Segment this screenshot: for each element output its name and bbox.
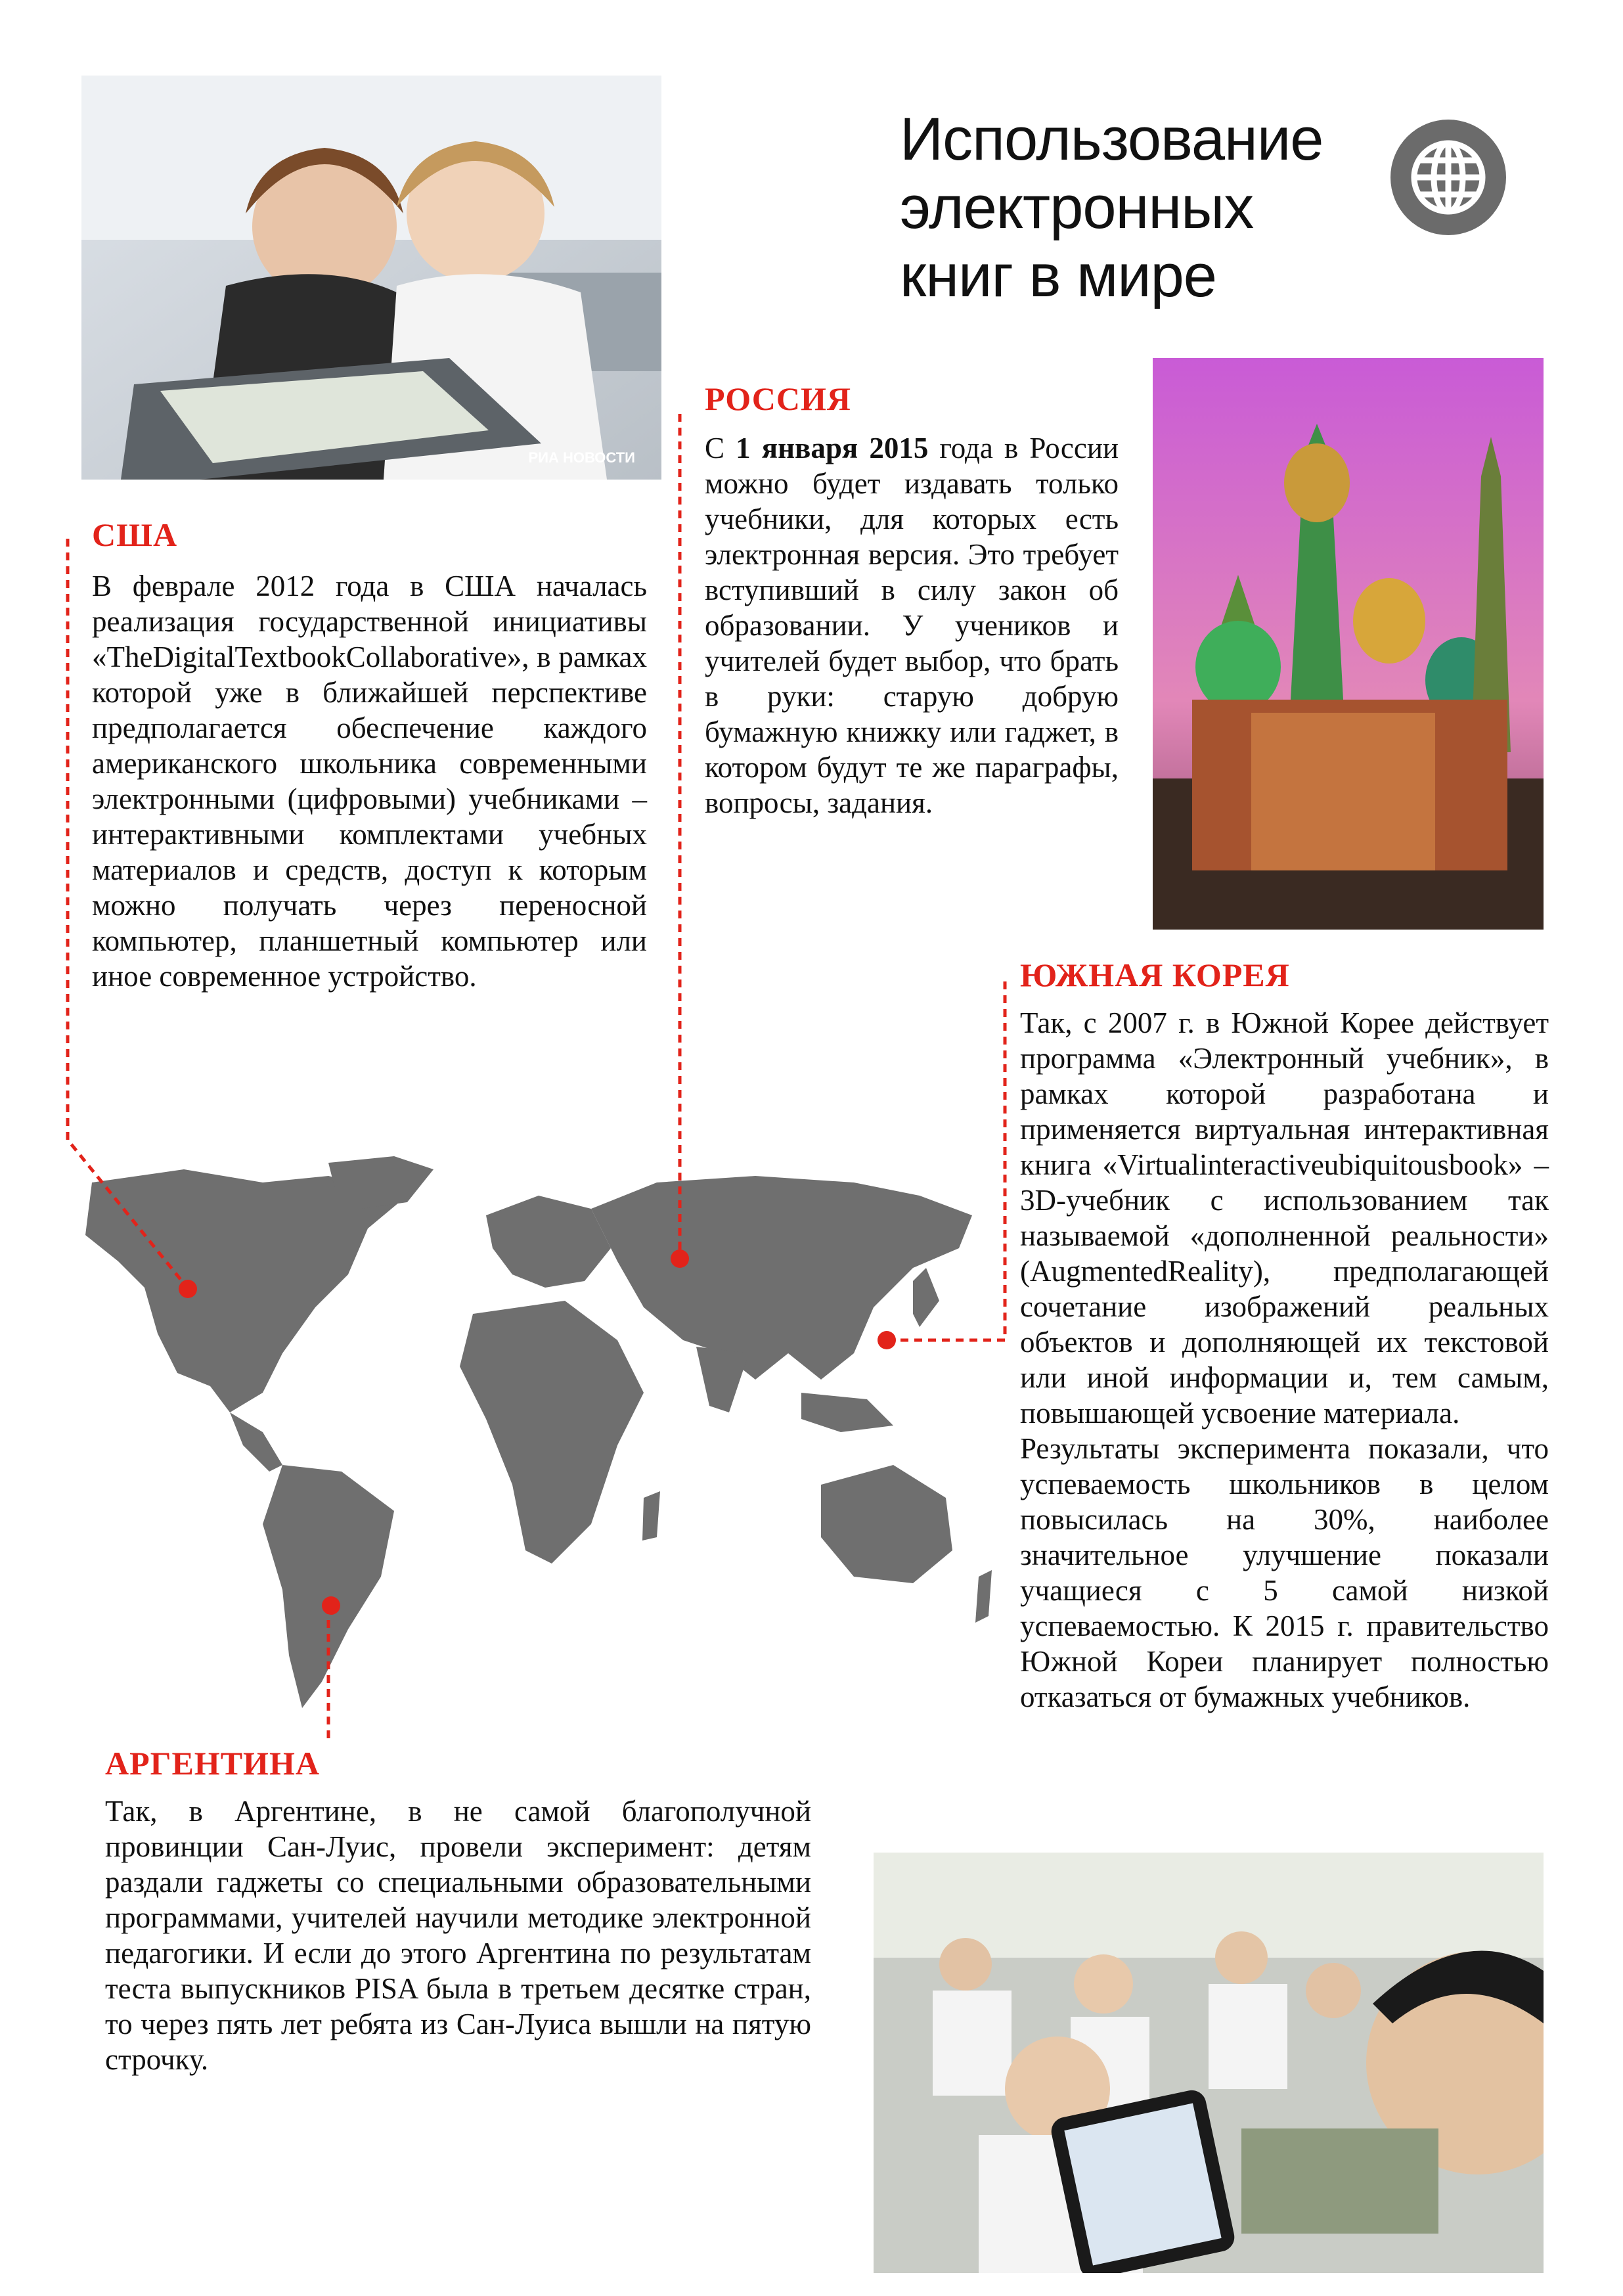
marker-argentina <box>322 1596 340 1615</box>
russia-text-date: 1 января 2015 <box>736 432 929 464</box>
korea-heading: ЮЖНАЯ КОРЕЯ <box>1020 957 1290 993</box>
russia-text <box>705 430 1119 821</box>
photo-watermark: РИА НОВОСТИ <box>528 449 635 466</box>
marker-russia <box>671 1249 689 1268</box>
usa-text: В феврале 2012 года в США началась реализация государственной инициативы «TheDigitalTextbookCollaborative», в рамках которой уже в ближайшей перспективе предполагается обеспечение каждого американского школьника современными электронными (цифровыми) учебниками – интерактивными комплектами учебных материалов и средств, доступ к которым можно получать через переносной компьютер, планшетный компьютер или иное современное устройство. <box>92 570 647 993</box>
marker-usa <box>179 1280 197 1298</box>
marker-south-korea <box>878 1331 896 1349</box>
usa-heading: США <box>92 516 178 553</box>
russia-text-before: С <box>705 432 736 464</box>
russia-text-after: года в России можно будет издавать только учебники, для которых есть электронная версия. Это требует вступивший в силу закон об образовании. У учеников и учителей будет выбор, что брать в руки: старую добрую бумажную книжку или гаджет, в котором будут те же параграфы, вопросы, задания. <box>705 432 1119 819</box>
argentina-text: Так, в Аргентине, в не самой благополучной провинции Сан-Луис, провели эксперимент: детям раздали гаджеты со специальными образовательными программами, учителей научили методике электронной педагогики. И если до этого Аргентина по результатам теста выпускников PISA была в третьем десятке стран, то через пять лет ребята из Сан-Луиса вышли на пятую строчку. <box>105 1795 811 2076</box>
page-title: Использование электронных книг в мире <box>900 106 1323 309</box>
argentina-heading: АРГЕНТИНА <box>105 1745 320 1782</box>
korea-paragraph-2: Результаты эксперимента показали, что успеваемость школьников в целом повысилась на 30%, наиболее значительное улучшение показали учащиеся с 5 самой низкой успеваемостью. К 2015 г. правительство Южной Кореи планирует полностью отказаться от бумажных учебников. <box>1020 1432 1549 1713</box>
korea-paragraph-1: Так, с 2007 г. в Южной Корее действует программа «Электронный учебник», в рамках которой разработана и применяется виртуальная интерактивная книга «Virtualinteractiveubiquitousbook» – 3D-учебник с использованием так называемой «дополненной реальности» (AugmentedReality), предполагающей сочетание изображений реальных объектов и дополняющей их текстовой или иной информации и, тем самым, повышающей усвоение материала. <box>1020 1006 1549 1429</box>
russia-heading: РОССИЯ <box>705 380 851 417</box>
korea-text <box>1020 1005 1549 1715</box>
